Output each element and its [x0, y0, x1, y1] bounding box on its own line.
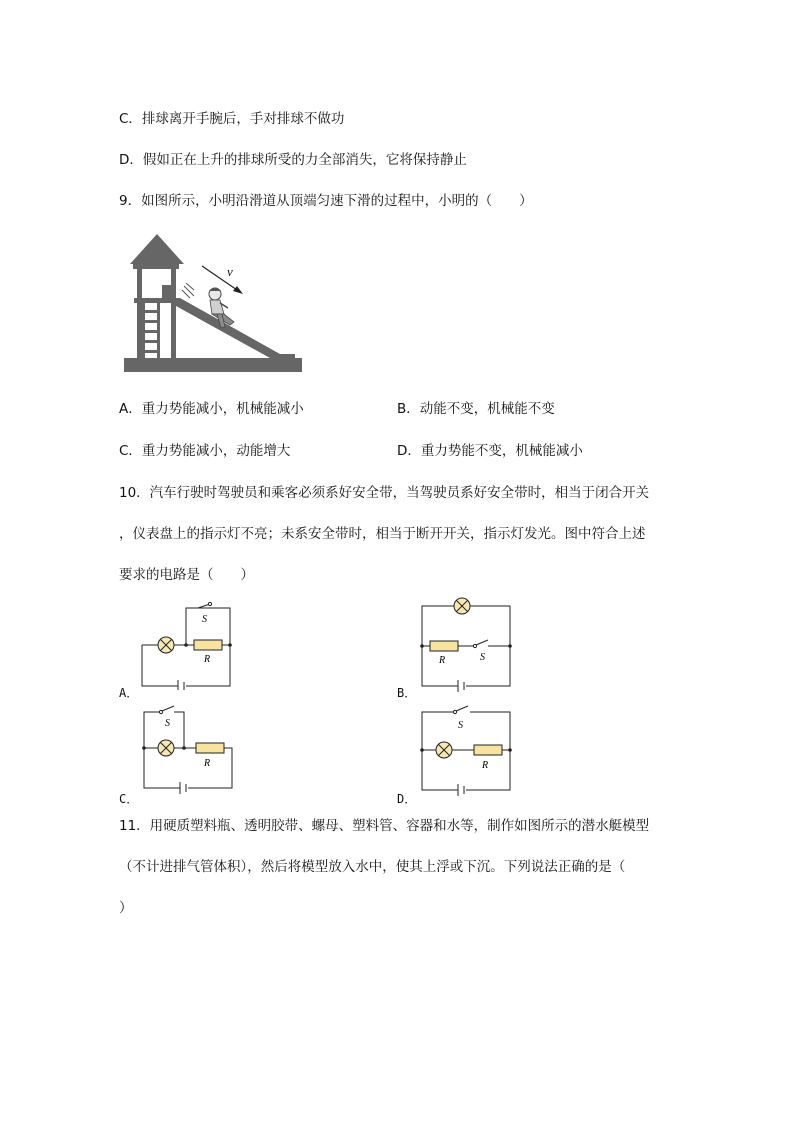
resistor-label-d: R — [482, 760, 489, 771]
velocity-arrow — [202, 266, 240, 292]
q9-option-b: B．动能不变，机械能不变 — [397, 401, 555, 417]
switch-label-b: S — [480, 652, 485, 663]
circuit-d — [418, 700, 518, 798]
q9-stem: 9．如图所示，小明沿滑道从顶端匀速下滑的过程中，小明的（ ） — [119, 193, 533, 209]
circuit-b — [418, 594, 518, 692]
tower-roof — [130, 234, 184, 264]
resistor-a — [194, 640, 222, 650]
q11-stem-line1: 11．用硬质塑料瓶、透明胶带、螺母、塑料管、容器和水等，制作如图所示的潜水艇模型 — [119, 818, 650, 834]
resistor-d — [474, 745, 502, 755]
circuit-b-label: B． — [397, 686, 417, 700]
q11-stem-line2: （不计进排气管体积），然后将模型放入水中，使其上浮或下沉。下列说法正确的是（ — [119, 859, 626, 875]
q9-option-d: D．重力势能不变，机械能减小 — [397, 443, 583, 459]
circuit-a — [138, 598, 238, 690]
q9-option-a: A．重力势能减小，机械能减小 — [119, 401, 304, 417]
circuit-a-label: A． — [119, 686, 139, 700]
circuit-c — [140, 702, 240, 798]
q8-option-c: C．排球离开手腕后，手对排球不做功 — [119, 111, 345, 127]
q10-stem-line1: 10．汽车行驶时驾驶员和乘客必须系好安全带，当驾驶员系好安全带时，相当于闭合开关 — [119, 485, 650, 501]
switch-label-a: S — [202, 614, 207, 625]
q10-stem-line3: 要求的电路是（ ） — [119, 567, 254, 583]
resistor-label-b: R — [439, 655, 446, 666]
resistor-c — [196, 743, 224, 753]
switch-label-c: S — [165, 718, 170, 729]
slide-chute — [176, 298, 295, 358]
circuit-c-label: C． — [119, 792, 139, 806]
resistor-b — [430, 641, 458, 651]
resistor-label-a: R — [204, 654, 211, 665]
q9-option-c: C．重力势能减小，动能增大 — [119, 443, 291, 459]
switch-label-d: S — [458, 720, 463, 731]
ground-base — [124, 358, 302, 372]
circuit-d-label: D． — [397, 792, 417, 806]
q8-option-d: D．假如正在上升的排球所受的力全部消失，它将保持静止 — [119, 152, 467, 168]
q11-stem-line3: ） — [119, 900, 133, 916]
velocity-label: v — [227, 264, 233, 279]
resistor-label-c: R — [204, 758, 211, 769]
q10-stem-line2: ，仪表盘上的指示灯不亮；未系安全带时，相当于断开开关，指示灯发光。图中符合上述 — [119, 526, 646, 542]
slide-figure — [120, 228, 310, 378]
